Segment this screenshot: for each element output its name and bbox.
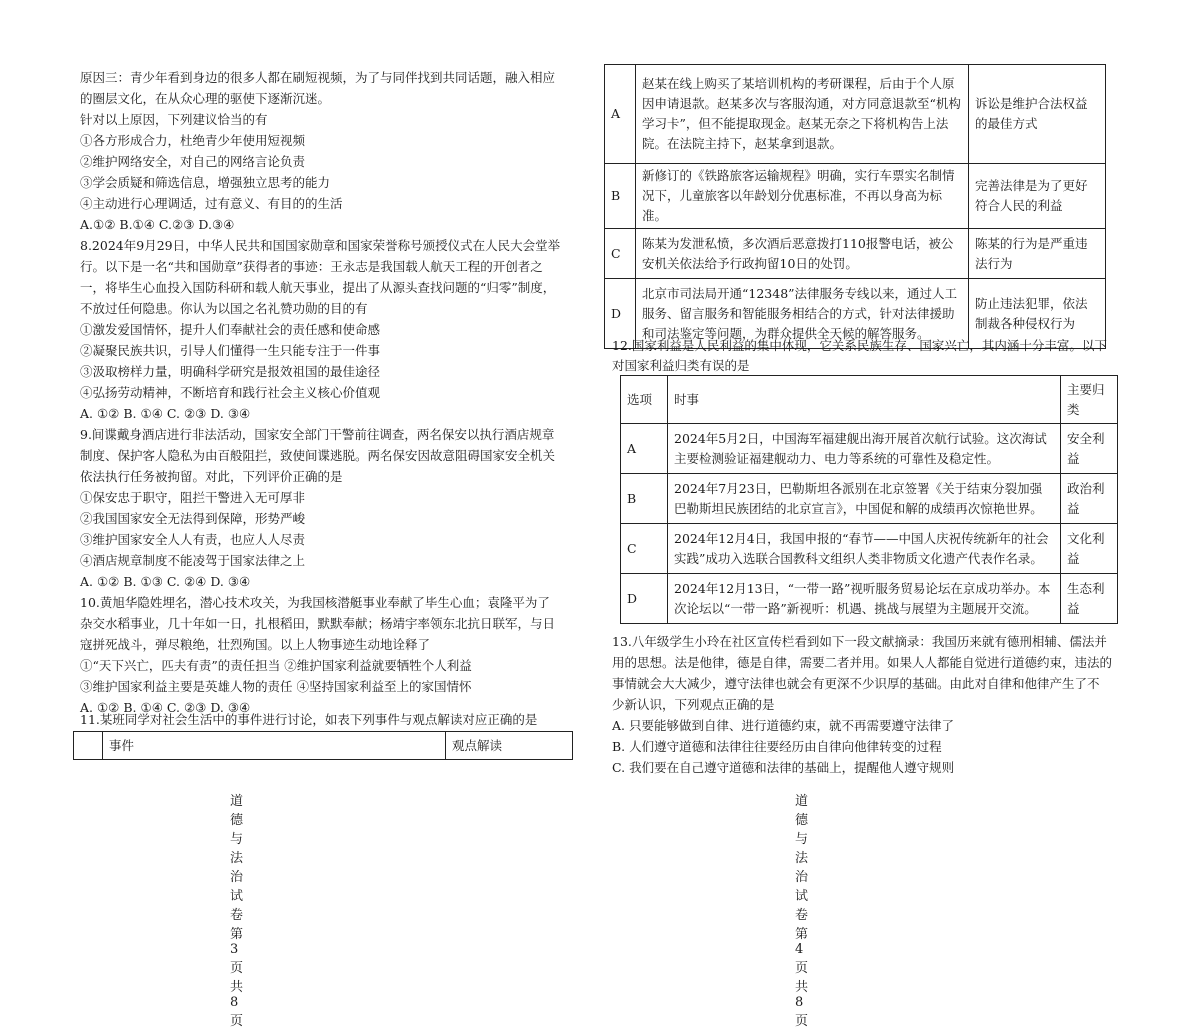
text-line: ①保安忠于职守，阻拦干警进入无可厚非 xyxy=(80,490,306,505)
table-header-category: 主要归类 xyxy=(1061,376,1118,424)
view-cell: 陈某的行为是严重违法行为 xyxy=(969,229,1106,279)
text-line: ③维护国家利益主要是英雄人物的责任 ④坚持国家利益至上的家国情怀 xyxy=(80,679,472,694)
table-row xyxy=(605,229,1106,279)
event-cell: 2024年5月2日，中国海军福建舰出海开展首次航行试验。这次海试主要检测验证福建舰动力、电力等系统的可靠性及稳定性。 xyxy=(668,424,1061,474)
question-10: 10.黄旭华隐姓埋名，潜心技术攻关，为我国核潜艇事业奉献了毕生心血；袁隆平为了 xyxy=(80,595,550,610)
table-row xyxy=(605,164,1106,229)
table-cell xyxy=(74,732,103,760)
text-line: ②维护网络安全，对自己的网络言论负责 xyxy=(80,154,306,169)
event-cell: 北京市司法局开通“12348”法律服务专线以来，通过人工服务、留言服务和智能服务相结合的方式，针对法律援助和司法鉴定等问题，为群众提供全天候的解答服务。 xyxy=(636,279,969,349)
table-header-option: 选项 xyxy=(621,376,668,424)
table-header-view: 观点解读 xyxy=(446,732,573,760)
answer-options: A. ①② B. ①③ C. ②④ D. ③④ xyxy=(80,574,251,589)
table-11-header xyxy=(73,731,573,760)
text-line: ③学会质疑和筛选信息，增强独立思考的能力 xyxy=(80,175,331,190)
text-line: ④主动进行心理调适，过有意义、有目的的生活 xyxy=(80,196,343,211)
table-row xyxy=(621,524,1118,574)
category-cell: 生态利益 xyxy=(1061,574,1118,624)
category-cell: 文化利益 xyxy=(1061,524,1118,574)
text-line: ③维护国家安全人人有责，也应人人尽责 xyxy=(80,532,306,547)
answer-options: A.①② B.①④ C.②③ D.③④ xyxy=(80,217,235,232)
table-header-row xyxy=(621,376,1118,424)
option-label: B xyxy=(621,474,668,524)
option-c: C. 我们要在自己遵守道德和法律的基础上，提醒他人遵守规则 xyxy=(612,760,955,775)
text-line: ①激发爱国情怀，提升人们奉献社会的责任感和使命感 xyxy=(80,322,381,337)
option-label: B xyxy=(605,164,636,229)
question-9: 9.间谍戴身酒店进行非法活动，国家安全部门干警前往调查，两名保安以执行酒店规章 xyxy=(80,427,555,442)
category-cell: 政治利益 xyxy=(1061,474,1118,524)
text-line: 依法执行任务被拘留。对此，下列评价正确的是 xyxy=(80,469,343,484)
option-label: D xyxy=(621,574,668,624)
view-cell: 诉讼是维护合法权益的最佳方式 xyxy=(969,65,1106,164)
table-row xyxy=(621,574,1118,624)
text-line: 行。以下是一名“共和国勋章”获得者的事迹：王永志是我国载人航天工程的开创者之 xyxy=(80,259,543,274)
text-line: 少新认识，下列观点正确的是 xyxy=(612,697,775,712)
event-cell: 2024年7月23日，巴勒斯坦各派别在北京签署《关于结束分裂加强巴勒斯坦民族团结的北京宣言》，中国促和解的成绩再次惊艳世界。 xyxy=(668,474,1061,524)
event-cell: 陈某为发泄私愤，多次酒后恶意拨打110报警电话，被公安机关依法给予行政拘留10日的处罚。 xyxy=(636,229,969,279)
event-cell: 赵某在线上购买了某培训机构的考研课程，后由于个人原因申请退款。赵某多次与客服沟通，对方同意退款至“机构学习卡”，但不能提取现金。赵某无奈之下将机构告上法院。在法院主持下，赵某拿到退款。 xyxy=(636,65,969,164)
table-row xyxy=(621,474,1118,524)
text-line: ④弘扬劳动精神，不断培育和践行社会主义核心价值观 xyxy=(80,385,381,400)
text-line: 寇拼死战斗，弹尽粮绝，壮烈殉国。以上人物事迹生动地诠释了 xyxy=(80,637,431,652)
text-line: ②我国国家安全无法得到保障，形势严峻 xyxy=(80,511,306,526)
event-cell: 2024年12月13日，“一带一路”视听服务贸易论坛在京成功举办。本次论坛以“一带一路”新视听：机遇、挑战与展望为主题展开交流。 xyxy=(668,574,1061,624)
table-row xyxy=(621,424,1118,474)
answer-options: A. ①② B. ①④ C. ②③ D. ③④ xyxy=(80,406,251,421)
text-line: 用的思想。法是他律，德是自律，需要二者并用。如果人人都能自觉进行道德约束，违法的 xyxy=(612,655,1113,670)
text-line: 对国家利益归类有误的是 xyxy=(612,358,750,373)
table-row xyxy=(605,65,1106,164)
text-line: ③汲取榜样力量，明确科学研究是报效祖国的最佳途径 xyxy=(80,364,381,379)
event-cell: 2024年12月4日，我国申报的“春节——中国人庆祝传统新年的社会实践”成功入选联合国教科文组织人类非物质文化遗产代表作名录。 xyxy=(668,524,1061,574)
page-footer-left: 道德与法治试卷 第3页 共8页 xyxy=(230,794,244,1029)
option-label: D xyxy=(605,279,636,349)
option-label: C xyxy=(621,524,668,574)
text-line: 针对以上原因，下列建议恰当的有 xyxy=(80,112,268,127)
text-line: ①“天下兴亡，匹夫有责”的责任担当 ②维护国家利益就要牺牲个人利益 xyxy=(80,658,472,673)
view-cell: 防止违法犯罪，依法制裁各种侵权行为 xyxy=(969,279,1106,349)
text-line: ④酒店规章制度不能凌驾于国家法律之上 xyxy=(80,553,306,568)
text-line: 事情就会大大减少，遵守法律也就会有更深不少识厚的基础。由此对自律和他律产生了不 xyxy=(612,676,1100,691)
option-label: A xyxy=(605,65,636,164)
text-line: 一，将毕生心血投入国防科研和载人航天事业，提出了从源头查找问题的“归零”制度， xyxy=(80,280,556,295)
option-label: C xyxy=(605,229,636,279)
text-line: ①各方形成合力，杜绝青少年使用短视频 xyxy=(80,133,306,148)
option-label: A xyxy=(621,424,668,474)
question-13: 13.八年级学生小玲在社区宣传栏看到如下一段文献摘录：我国历来就有德刑相辅、儒法并 xyxy=(612,634,1107,649)
question-8: 8.2024年9月29日，中华人民共和国国家勋章和国家荣誉称号颁授仪式在人民大会堂举 xyxy=(80,238,561,253)
text-line: 制度、保护客人隐私为由百般阻拦，致使间谍逃脱。两名保安因故意阻碍国家安全机关 xyxy=(80,448,556,463)
table-12 xyxy=(620,375,1118,624)
event-cell: 新修订的《铁路旅客运输规程》明确，实行车票实名制情况下，儿童旅客以年龄划分优惠标准，不再以身高为标准。 xyxy=(636,164,969,229)
question-11: 11.某班同学对社会生活中的事件进行讨论，如表下列事件与观点解读对应正确的是 xyxy=(80,712,538,727)
answer-options: A. ①② B. ①④ C. ②③ D. ③④ xyxy=(80,700,251,715)
option-b: B. 人们遵守道德和法律往往要经历由自律向他律转变的过程 xyxy=(612,739,942,754)
text-line: 不放过任何隐患。你认为以国之名礼赞功勋的目的有 xyxy=(80,301,368,316)
text-line: 的圈层文化，在从众心理的驱使下逐渐沉迷。 xyxy=(80,91,331,106)
table-header-event: 事件 xyxy=(103,732,446,760)
option-a: A. 只要能够做到自律、进行道德约束，就不再需要遵守法律了 xyxy=(612,718,954,733)
text-line: 原因三：青少年看到身边的很多人都在刷短视频，为了与同伴找到共同话题，融入相应 xyxy=(80,70,556,85)
view-cell: 完善法律是为了更好符合人民的利益 xyxy=(969,164,1106,229)
table-header-event: 时事 xyxy=(668,376,1061,424)
page-footer-right: 道德与法治试卷 第4页 共8页 xyxy=(795,794,809,1029)
question-12: 12.国家利益是人民利益的集中体现，它关系民族生存、国家兴亡，其内涵十分丰富。以下 xyxy=(612,338,1107,353)
table-11-rows xyxy=(604,64,1106,349)
category-cell: 安全利益 xyxy=(1061,424,1118,474)
text-line: ②凝聚民族共识，引导人们懂得一生只能专注于一件事 xyxy=(80,343,381,358)
text-line: 杂交水稻事业，几十年如一日，扎根稻田，默默奉献；杨靖宇率领东北抗日联军，与日 xyxy=(80,616,556,631)
